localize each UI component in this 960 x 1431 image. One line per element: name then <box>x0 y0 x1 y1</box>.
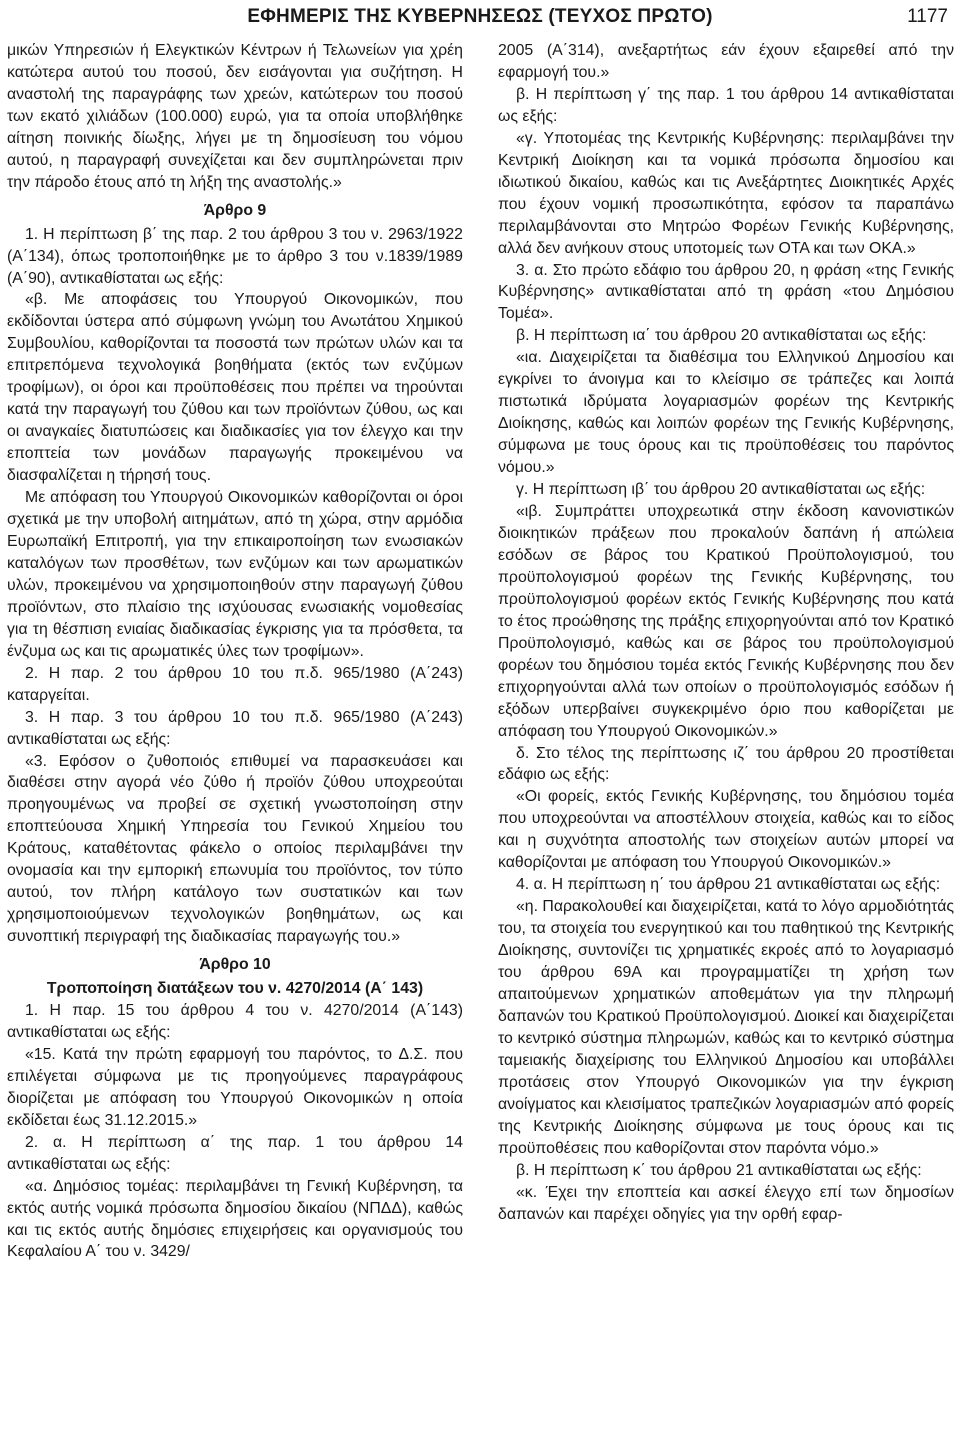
paragraph: «15. Κατά την πρώτη εφαρμογή του παρόντος, το Δ.Σ. που επιλέγεται σύμφωνα με τις προηγούμενες παραγράφους διορίζεται με απόφαση του Υπουργού Οικονομικών η οποία εκδίδεται έως 31.12.2015.» <box>7 1045 463 1129</box>
paragraph: «ια. Διαχειρίζεται τα διαθέσιμα του Ελληνικού Δημοσίου και εγκρίνει το άνοιγμα και το κλείσιμο σε τράπεζες και λοιπά πιστωτικά ιδρύματα λογαριασμών φορέων της Κεντρικής Διοίκησης, καθώς και λοιπών φορέων της Γενικής Κυβέρνησης, σύμφωνα με τους όρους και τις προϋποθέσεις του παρόντος νόμου.» <box>498 349 954 477</box>
paragraph: 2. α. Η περίπτωση α΄ της παρ. 1 του άρθρου 14 αντικαθίσταται ως εξής: <box>7 1133 463 1173</box>
page-number: 1177 <box>907 6 948 27</box>
paragraph: «β. Με αποφάσεις του Υπουργού Οικονομικών, που εκδίδονται ύστερα από σύμφωνη γνώμη του Ανωτάτου Χημικού Συμβουλίου, καθορίζονται τα ποσοστά των πρώτων υλών και τα επιτρεπόμενα τεχνολογικά βοηθήματα (εκτός των ενζύμων τροφίμων), οι όροι και προϋποθέσεις που πρέπει να τηρούνται κατά την παραγωγή του ζύθου και των προϊόντων ζύθου, ως και οι αναγκαίες διατυπώσεις και διαδικασίες για τον έλεγχο και την εποπτεία των μονάδων παραγωγής προκειμένου να διασφαλίζεται η τήρησή τους. <box>7 291 463 485</box>
paragraph: 3. α. Στο πρώτο εδάφιο του άρθρου 20, η φράση «της Γενικής Κυβέρνησης» αντικαθίσταται από τη φράση «του Δημόσιου Τομέα». <box>498 261 954 323</box>
paragraph: μικών Υπηρεσιών ή Ελεγκτικών Κέντρων ή Τελωνείων για χρέη κατώτερα αυτού του ποσού, δεν εισάγονται για συζήτηση. Η αναστολή της παραγράφης των χρεών, κατώτερων του ποσού των εκατό χιλιάδων (100.000) ευρώ, για τα οποία υποβλήθηκε αίτηση ποινικής δίωξης, λήγει με τη δημοσίευση του νόμου αυτού, η παραγραφή συνεχίζεται και δεν συμπληρώνεται πριν την πάροδο έτους από τη λήξη της αναστολής.» <box>7 42 463 191</box>
paragraph: 3. Η παρ. 3 του άρθρου 10 του π.δ. 965/1980 (Α΄243) αντικαθίσταται ως εξής: <box>7 708 463 748</box>
paragraph: «3. Εφόσον ο ζυθοποιός επιθυμεί να παρασκευάσει και διαθέσει στην αγορά νέο ζύθο ή προϊόν ζύθου υποχρεούται προηγουμένως να προβεί σε σχετική γνωστοποίηση στην εποπτεύουσα Χημική Υπηρεσία του Γενικού Χημείου του Κράτους, καταθέτοντας φάκελο ο οποίος περιλαμβάνει την ονομασία και την εμπορική επωνυμία του προϊόντος, τον τύπο αυτού, τον πλήρη κατάλογο των συστατικών και των χρησιμοποιούμενων τεχνολογικών βοηθημάτων, ως και συνοπτική περιγραφή της διαδικασίας παραγωγής του.» <box>7 752 463 946</box>
paragraph: «ιβ. Συμπράττει υποχρεωτικά στην έκδοση κανονιστικών διοικητικών πράξεων που προκαλούν δαπάνη ή απώλεια εσόδων σε βάρος του Κρατικού Προϋπολογισμού, του προϋπολογισμού φορέων της Γενικής Κυβέρνησης, του προϋπολογισμού φορέων εκτός Γενικής Κυβέρνησης που κατά το έτος προώθησης της πράξης επιχορηγούνται από τον Κρατικό Προϋπολογισμό, καθώς και σε βάρος του προϋπολογισμού φορέων του δημόσιου τομέα εκτός Γενικής Κυβέρνησης που δεν επιχορηγούνται αλλά των οποίων ο προϋπολογισμός εσόδων ή εξόδων υπερβαίνει συγκεκριμένο όριο που καθορίζεται με απόφαση του Υπουργού Οικονομικών.» <box>498 503 954 740</box>
paragraph: Με απόφαση του Υπουργού Οικονομικών καθορίζονται οι όροι σχετικά με την υποβολή αιτημάτων, από τη χώρα, στην αρμόδια Ευρωπαϊκή Επιτροπή, για την επικαιροποίηση των ενωσιακών καταλόγων των προσθέτων, των ενζύμων και των αρωματικών υλών, προκειμένου να χρησιμοποιηθούν στην παραγωγή ζύθου προϊόντων, στο πλαίσιο της ισχύουσας ενωσιακής νομοθεσίας για τη θέσπιση ενιαίας διαδικασίας έγκρισης για τα πρόσθετα, τα ένζυμα ως και τις αρωματικές ύλες των τροφίμων». <box>7 489 463 660</box>
article-heading: Άρθρο 9 <box>203 201 267 219</box>
paragraph: «η. Παρακολουθεί και διαχειρίζεται, κατά το λόγο αρμοδιότητάς του, τα στοιχεία του ενεργητικού και του παθητικού της Κεντρικής Διοίκησης, συντονίζει τις χρηματικές εκροές από το λογαριασμό του άρθρου 69Α και προγραμματίζει τη χρήση των απαιτούμενων χρηματικών αποθεμάτων για την πληρωμή δαπανών του Κρατικού Προϋπολογισμού. Διοικεί και διαχειρίζεται το κεντρικό σύστημα πληρωμών, καθώς και το κεντρικό σύστημα ταμειακής διαχείρισης του Ελληνικού Δημοσίου και υποβάλλει προτάσεις στον Υπουργό Οικονομικών για την έγκριση ανοίγματος και κλεισίματος τραπεζικών λογαριασμών από φορείς της Κεντρικής Διοίκησης σύμφωνα με τους όρους και τις προϋποθέσεις που καθορίζονται στον παρόντα νόμο.» <box>498 898 954 1157</box>
page-header <box>8 6 952 32</box>
paragraph: «α. Δημόσιος τομέας: περιλαμβάνει τη Γενική Κυβέρνηση, τα εκτός αυτής νομικά πρόσωπα δημοσίου δικαίου (ΝΠΔΔ), καθώς και τις εκτός αυτής δημόσιες επιχειρήσεις και οργανισμούς του Κεφαλαίου Α΄ του ν. 3429/ <box>7 1177 463 1261</box>
paragraph: δ. Στο τέλος της περίπτωσης ιζ΄ του άρθρου 20 προστίθεται εδάφιο ως εξής: <box>498 744 954 784</box>
left-column <box>7 40 463 1263</box>
paragraph: «Οι φορείς, εκτός Γενικής Κυβέρνησης, του δημόσιου τομέα που υποχρεούνται να αποστέλλουν στοιχεία, καθώς και το είδος και η συχνότητα αποστολής των στοιχείων αυτών μπορεί να καθορίζονται με απόφαση του Υπουργού Οικονομικών.» <box>498 788 954 872</box>
paragraph: β. Η περίπτωση γ΄ της παρ. 1 του άρθρου 14 αντικαθίσταται ως εξής: <box>498 85 954 125</box>
paragraph: 2005 (Α΄314), ανεξαρτήτως εάν έχουν εξαιρεθεί από την εφαρμογή του.» <box>498 42 954 81</box>
right-column <box>498 40 954 1225</box>
paragraph: 4. α. Η περίπτωση η΄ του άρθρου 21 αντικαθίσταται ως εξής: <box>516 876 941 894</box>
paragraph: 1. Η περίπτωση β΄ της παρ. 2 του άρθρου 3 του ν. 2963/1922 (Α΄134), όπως τροποποιήθηκε με το άρθρο 3 του ν.1839/1989 (Α΄90), αντικαθίσταται ως εξής: <box>7 225 463 287</box>
article-heading: Άρθρο 10 <box>199 956 271 974</box>
paragraph: 1. Η παρ. 15 του άρθρου 4 του ν. 4270/2014 (Α΄143) αντικαθίσταται ως εξής: <box>7 1001 463 1041</box>
paragraph: γ. Η περίπτωση ιβ΄ του άρθρου 20 αντικαθίσταται ως εξής: <box>516 481 926 499</box>
article-title: Τροποποίηση διατάξεων του ν. 4270/2014 (Α΄ 143) <box>46 980 424 998</box>
paragraph: 2. Η παρ. 2 του άρθρου 10 του π.δ. 965/1980 (Α΄243) καταργείται. <box>7 664 463 704</box>
paragraph: «κ. Έχει την εποπτεία και ασκεί έλεγχο επί των δημοσίων δαπανών και παρέχει οδηγίες για την ορθή εφαρ- <box>498 1183 954 1223</box>
paragraph: β. Η περίπτωση κ΄ του άρθρου 21 αντικαθίσταται ως εξής: <box>516 1161 922 1179</box>
paragraph: β. Η περίπτωση ια΄ του άρθρου 20 αντικαθίσταται ως εξής: <box>516 327 927 345</box>
gazette-title: ΕΦΗΜΕΡΙΣ ΤΗΣ ΚΥΒΕΡΝΗΣΕΩΣ (ΤΕΥΧΟΣ ΠΡΩΤΟ) <box>247 6 713 27</box>
paragraph: «γ. Υποτομέας της Κεντρικής Κυβέρνησης: περιλαμβάνει την Κεντρική Διοίκηση και τα νομικά πρόσωπα δημοσίου και ιδιωτικού δικαίου, καθώς και τις Ανεξάρτητες Διοικητικές Αρχές που έχουν νομική προσωπικότητα, εφόσον τα παραπάνω περιλαμβάνονται στο Μητρώο Φορέων Γενικής Κυβέρνησης, αλλά δεν ανήκουν στους υποτομείς των ΟΤΑ και των ΟΚΑ.» <box>498 129 954 257</box>
